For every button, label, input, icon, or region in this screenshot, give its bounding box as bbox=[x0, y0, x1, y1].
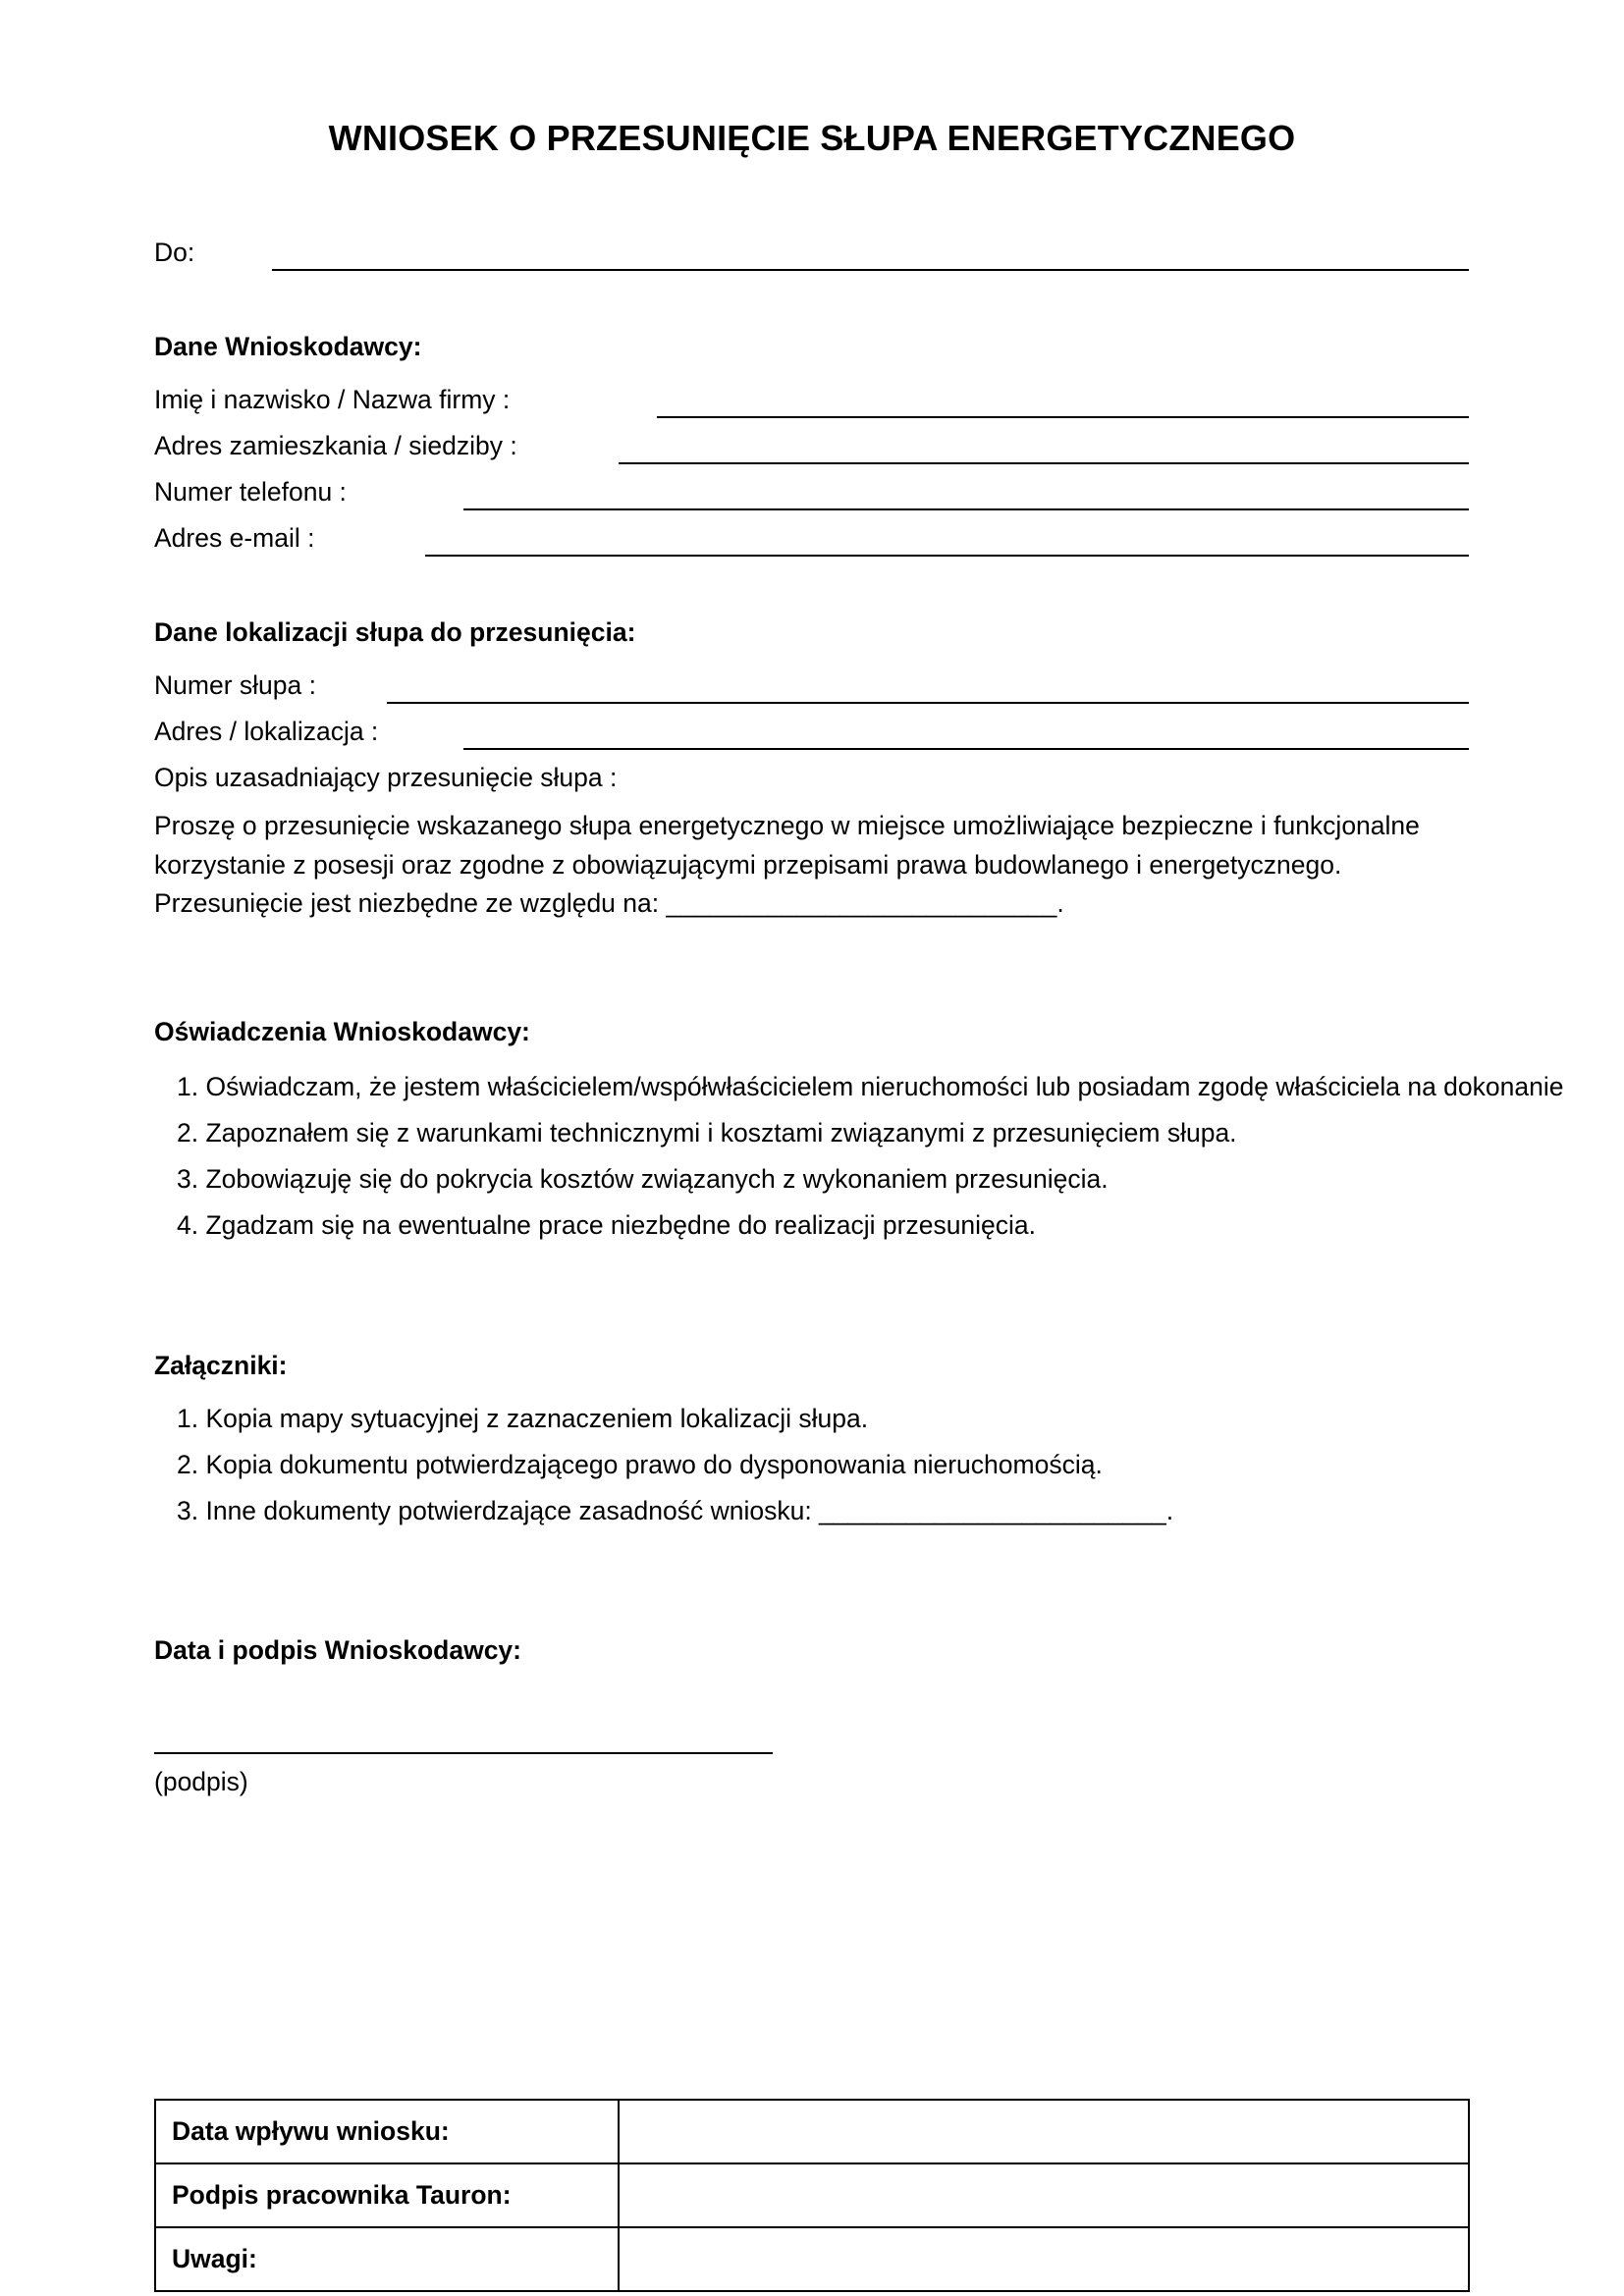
email-field-line[interactable] bbox=[425, 555, 1469, 557]
office-use-table bbox=[154, 2099, 1470, 2292]
declaration-item: 4. Zgadzam się na ewentualne prace niezbędne do realizacji przesunięcia. bbox=[177, 1210, 1037, 1240]
signature-heading: Data i podpis Wnioskodawcy: bbox=[154, 1635, 521, 1665]
attachments-heading: Załączniki: bbox=[154, 1351, 288, 1380]
attachment-item: 2. Kopia dokumentu potwierdzającego prawo do dysponowania nieruchomością. bbox=[177, 1450, 1103, 1479]
to-field-line[interactable] bbox=[272, 269, 1469, 271]
applicant-heading: Dane Wnioskodawcy: bbox=[154, 332, 422, 361]
declaration-item: 3. Zobowiązuję się do pokrycia kosztów związanych z wykonaniem przesunięcia. bbox=[177, 1164, 1109, 1194]
table-row bbox=[155, 2227, 1469, 2291]
justification-label: Opis uzasadniający przesunięcie słupa : bbox=[154, 763, 618, 792]
justification-text: Proszę o przesunięcie wskazanego słupa energetycznego w miejsce umożliwiające bezpieczne i funkcjonalne korzystanie z posesji oraz zgodne z obowiązującymi przepisami prawa budowlanego i energetycznego. Przesunięcie jest niezbędne ze względu na: ___________________________. bbox=[154, 811, 1420, 918]
attachment-item: 1. Kopia mapy sytuacyjnej z zaznaczeniem lokalizacji słupa. bbox=[177, 1404, 869, 1433]
employee-signature-field[interactable] bbox=[619, 2163, 1469, 2227]
location-address-label: Adres / lokalizacja : bbox=[154, 717, 379, 746]
table-row bbox=[155, 2163, 1469, 2227]
receipt-date-label: Data wpływu wniosku: bbox=[155, 2100, 619, 2163]
address-label: Adres zamieszkania / siedziby : bbox=[154, 431, 517, 460]
address-field-line[interactable] bbox=[619, 462, 1469, 464]
declaration-item: 1. Oświadczam, że jestem właścicielem/współwłaścicielem nieruchomości lub posiadam zgodę właściciela na dokonanie bbox=[177, 1072, 1564, 1101]
pole-number-field-line[interactable] bbox=[387, 702, 1469, 704]
location-heading: Dane lokalizacji słupa do przesunięcia: bbox=[154, 617, 636, 647]
receipt-date-field[interactable] bbox=[619, 2100, 1469, 2163]
name-label: Imię i nazwisko / Nazwa firmy : bbox=[154, 385, 511, 414]
signature-line[interactable] bbox=[154, 1752, 773, 1754]
remarks-field[interactable] bbox=[619, 2227, 1469, 2291]
phone-field-line[interactable] bbox=[463, 508, 1469, 510]
attachment-item: 3. Inne dokumenty potwierdzające zasadność wniosku: ________________________. bbox=[177, 1496, 1174, 1525]
to-label: Do: bbox=[154, 238, 195, 267]
email-label: Adres e-mail : bbox=[154, 523, 315, 553]
document-title: WNIOSEK O PRZESUNIĘCIE SŁUPA ENERGETYCZNEGO bbox=[328, 118, 1296, 158]
location-address-field-line[interactable] bbox=[463, 748, 1469, 750]
declaration-item: 2. Zapoznałem się z warunkami technicznymi i kosztami związanymi z przesunięciem słupa. bbox=[177, 1118, 1237, 1148]
signature-caption: (podpis) bbox=[154, 1767, 248, 1796]
name-field-line[interactable] bbox=[657, 416, 1469, 418]
declarations-heading: Oświadczenia Wnioskodawcy: bbox=[154, 1017, 530, 1046]
phone-label: Numer telefonu : bbox=[154, 477, 347, 507]
remarks-label: Uwagi: bbox=[155, 2227, 619, 2291]
pole-number-label: Numer słupa : bbox=[154, 670, 316, 700]
employee-signature-label: Podpis pracownika Tauron: bbox=[155, 2163, 619, 2227]
table-row bbox=[155, 2100, 1469, 2163]
